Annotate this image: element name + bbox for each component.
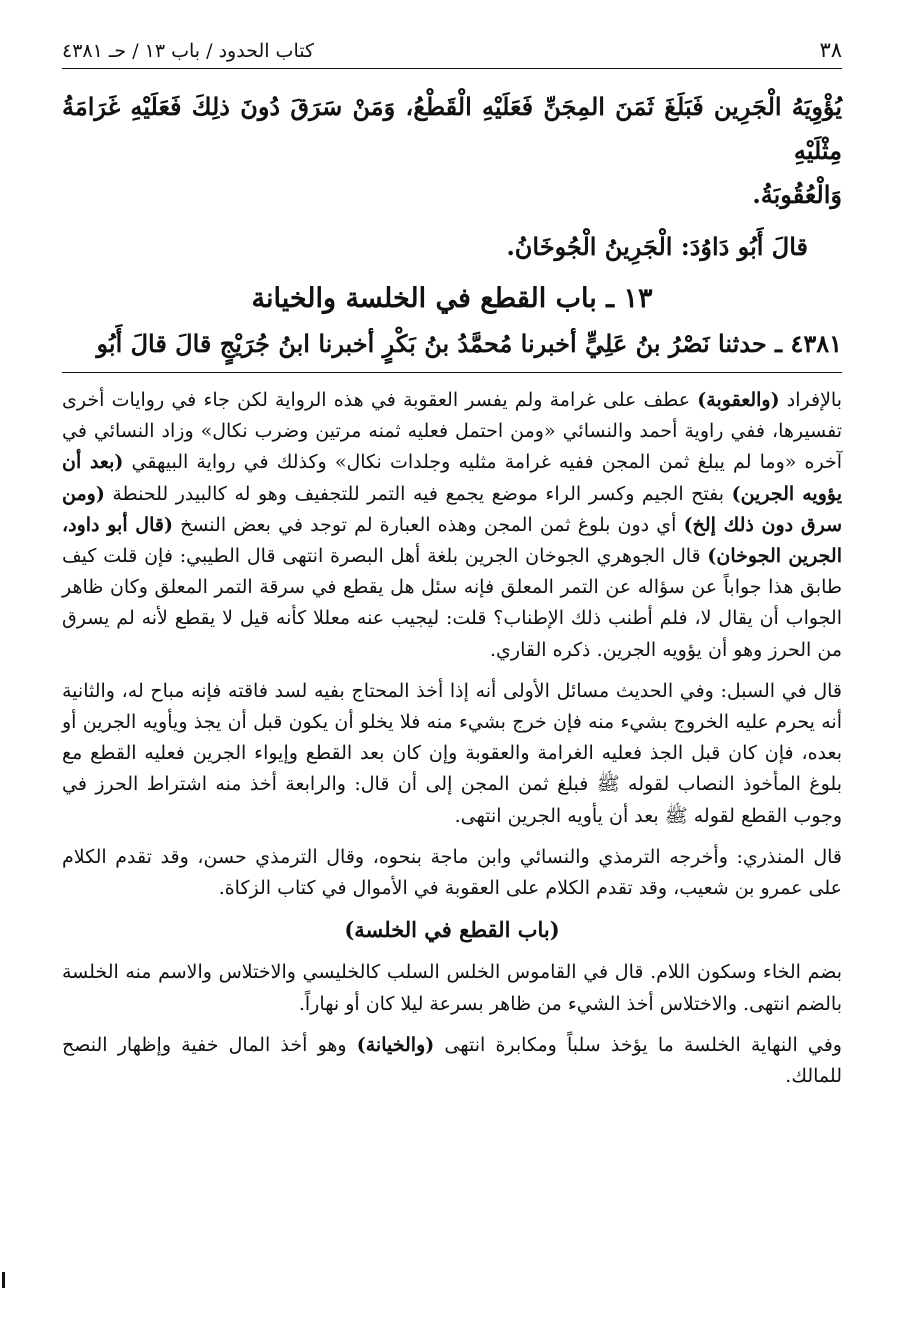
chapter-title: ١٣ ـ باب القطع في الخلسة والخيانة xyxy=(251,283,653,314)
text-commentary-divider xyxy=(62,372,842,373)
hadith-line: وَالْعُقُوبَةُ. xyxy=(752,180,842,209)
page-number: ٣٨ xyxy=(819,38,842,62)
bold-lemma: (والعقوبة) xyxy=(697,389,780,411)
hadith-line: يُؤْوِيَهُ الْجَرِين فَبَلَغَ ثَمَنَ المِجَنِّ فَعَلَيْهِ الْقَطْعُ، وَمَنْ سَرَقَ دُونَ ذلِكَ فَعَلَيْهِ غَرَامَةُ مِثْلَيْهِ xyxy=(62,92,842,165)
abu-dawud-note: قالَ أَبُو دَاوُدَ: الْجَرِينُ الْجُوخَانُ. xyxy=(506,232,808,261)
commentary xyxy=(62,385,842,1092)
commentary-paragraph: قال المنذري: وأخرجه الترمذي والنسائي وابن ماجة بنحوه، وقال الترمذي حسن، وقد تقدم الكلام على عمرو بن شعيب، وقد تقدم الكلام على العقوبة في الأموال في كتاب الزكاة. xyxy=(62,845,842,900)
bold-lemma: (بعد أن يؤويه الجرين) xyxy=(62,451,842,505)
bold-lemma: (ومن سرق دون ذلك إلخ) xyxy=(62,482,842,536)
commentary-paragraph: وفي النهاية الخلسة ما يؤخذ سلباً ومكابرة انتهى (والخيانة) وهو أخذ المال خفية وإظهار النصح للمالك. xyxy=(62,1033,842,1088)
book-page xyxy=(62,34,842,1102)
commentary-paragraph: قال في السبل: وفي الحديث مسائل الأولى أنه إذا أخذ المحتاج بفيه لسد فاقته فإنه مباح له، والثانية أنه يحرم عليه الخروج بشيء منه فإن خرج بشيء منه فلا يخلو أن يكون قبل أن يجذ ويأويه الجرين أو بعده، فإن كان قبل الجذ فعليه الغرامة والعقوبة وإن كان بعد القطع وإيواء الجرين فعليه القطع مع بلوغ المأخوذ النصاب لقوله ﷺ فبلغ ثمن المجن إلى أن قال: والرابعة أخذ منه اشتراط الحرز في وجوب القطع لقوله ﷺ بعد أن يأويه الجرين انتهى. xyxy=(62,679,842,827)
bold-lemma: (قال أبو داود، الجرين الجوخان) xyxy=(62,513,842,568)
hadith-text xyxy=(62,85,842,269)
scan-edge-mark xyxy=(2,1272,5,1288)
running-title: كتاب الحدود / باب ١٣ / حـ ٤٣٨١ xyxy=(62,40,315,62)
commentary-paragraph: بضم الخاء وسكون اللام. قال في القاموس الخلس السلب كالخليسي والاختلاس والاسم منه الخلسة بالضم انتهى. والاختلاس أخذ الشيء من ظاهر بسرعة ليلا كان أو نهاراً. xyxy=(62,961,842,1015)
next-hadith-opening: ٤٣٨١ ـ حدثنا نَصْرُ بنُ عَلِيٍّ أخبرنا مُحمَّدُ بنُ بَكْرٍ أخبرنا ابنُ جُرَيْجٍ قالَ قالَ أَبُو xyxy=(96,329,842,358)
commentary-paragraph: بالإفراد (والعقوبة) عطف على غرامة ولم يفسر العقوبة في هذه الرواية لكن جاء في روايات أخرى تفسيرها، ففي راوية أحمد والنسائي «ومن احتمل فعليه ثمنه مرتين وضرب نكال» وزاد النسائي في آخره «وما لم يبلغ ثمن المجن ففيه غرامة مثليه وجلدات نكال» وكذلك في رواية البيهقي (بعد أن يؤويه الجرين) بفتح الجيم وكسر الراء موضع يجمع فيه التمر للتجفيف وهو له كالبيدر للحنطة (ومن سرق دون ذلك إلخ) أي دون بلوغ ثمن المجن وهذه العبارة لم توجد في بعض النسخ (قال أبو داود، الجرين الجوخان) قال الجوهري الجوخان الجرين بلغة أهل البصرة انتهى قال الطيبي: فإن قلت كيف طابق هذا جواباً عن سؤاله عن التمر المعلق فإنه سئل هل يقطع في سرقة التمر المعلق وكان ظاهر الجواب أن يقال لا، فلم أطنب ذلك الإطناب؟ قلت: ليجيب عنه معللا كأنه قيل لا يقطع لأنه لم يسرق من الحرز وهو أن يؤويه الجرين. ذكره القاري. xyxy=(62,389,843,661)
running-header xyxy=(62,34,842,69)
bold-lemma: (والخيانة) xyxy=(356,1033,435,1056)
sub-heading: (باب القطع في الخلسة) xyxy=(344,917,560,943)
